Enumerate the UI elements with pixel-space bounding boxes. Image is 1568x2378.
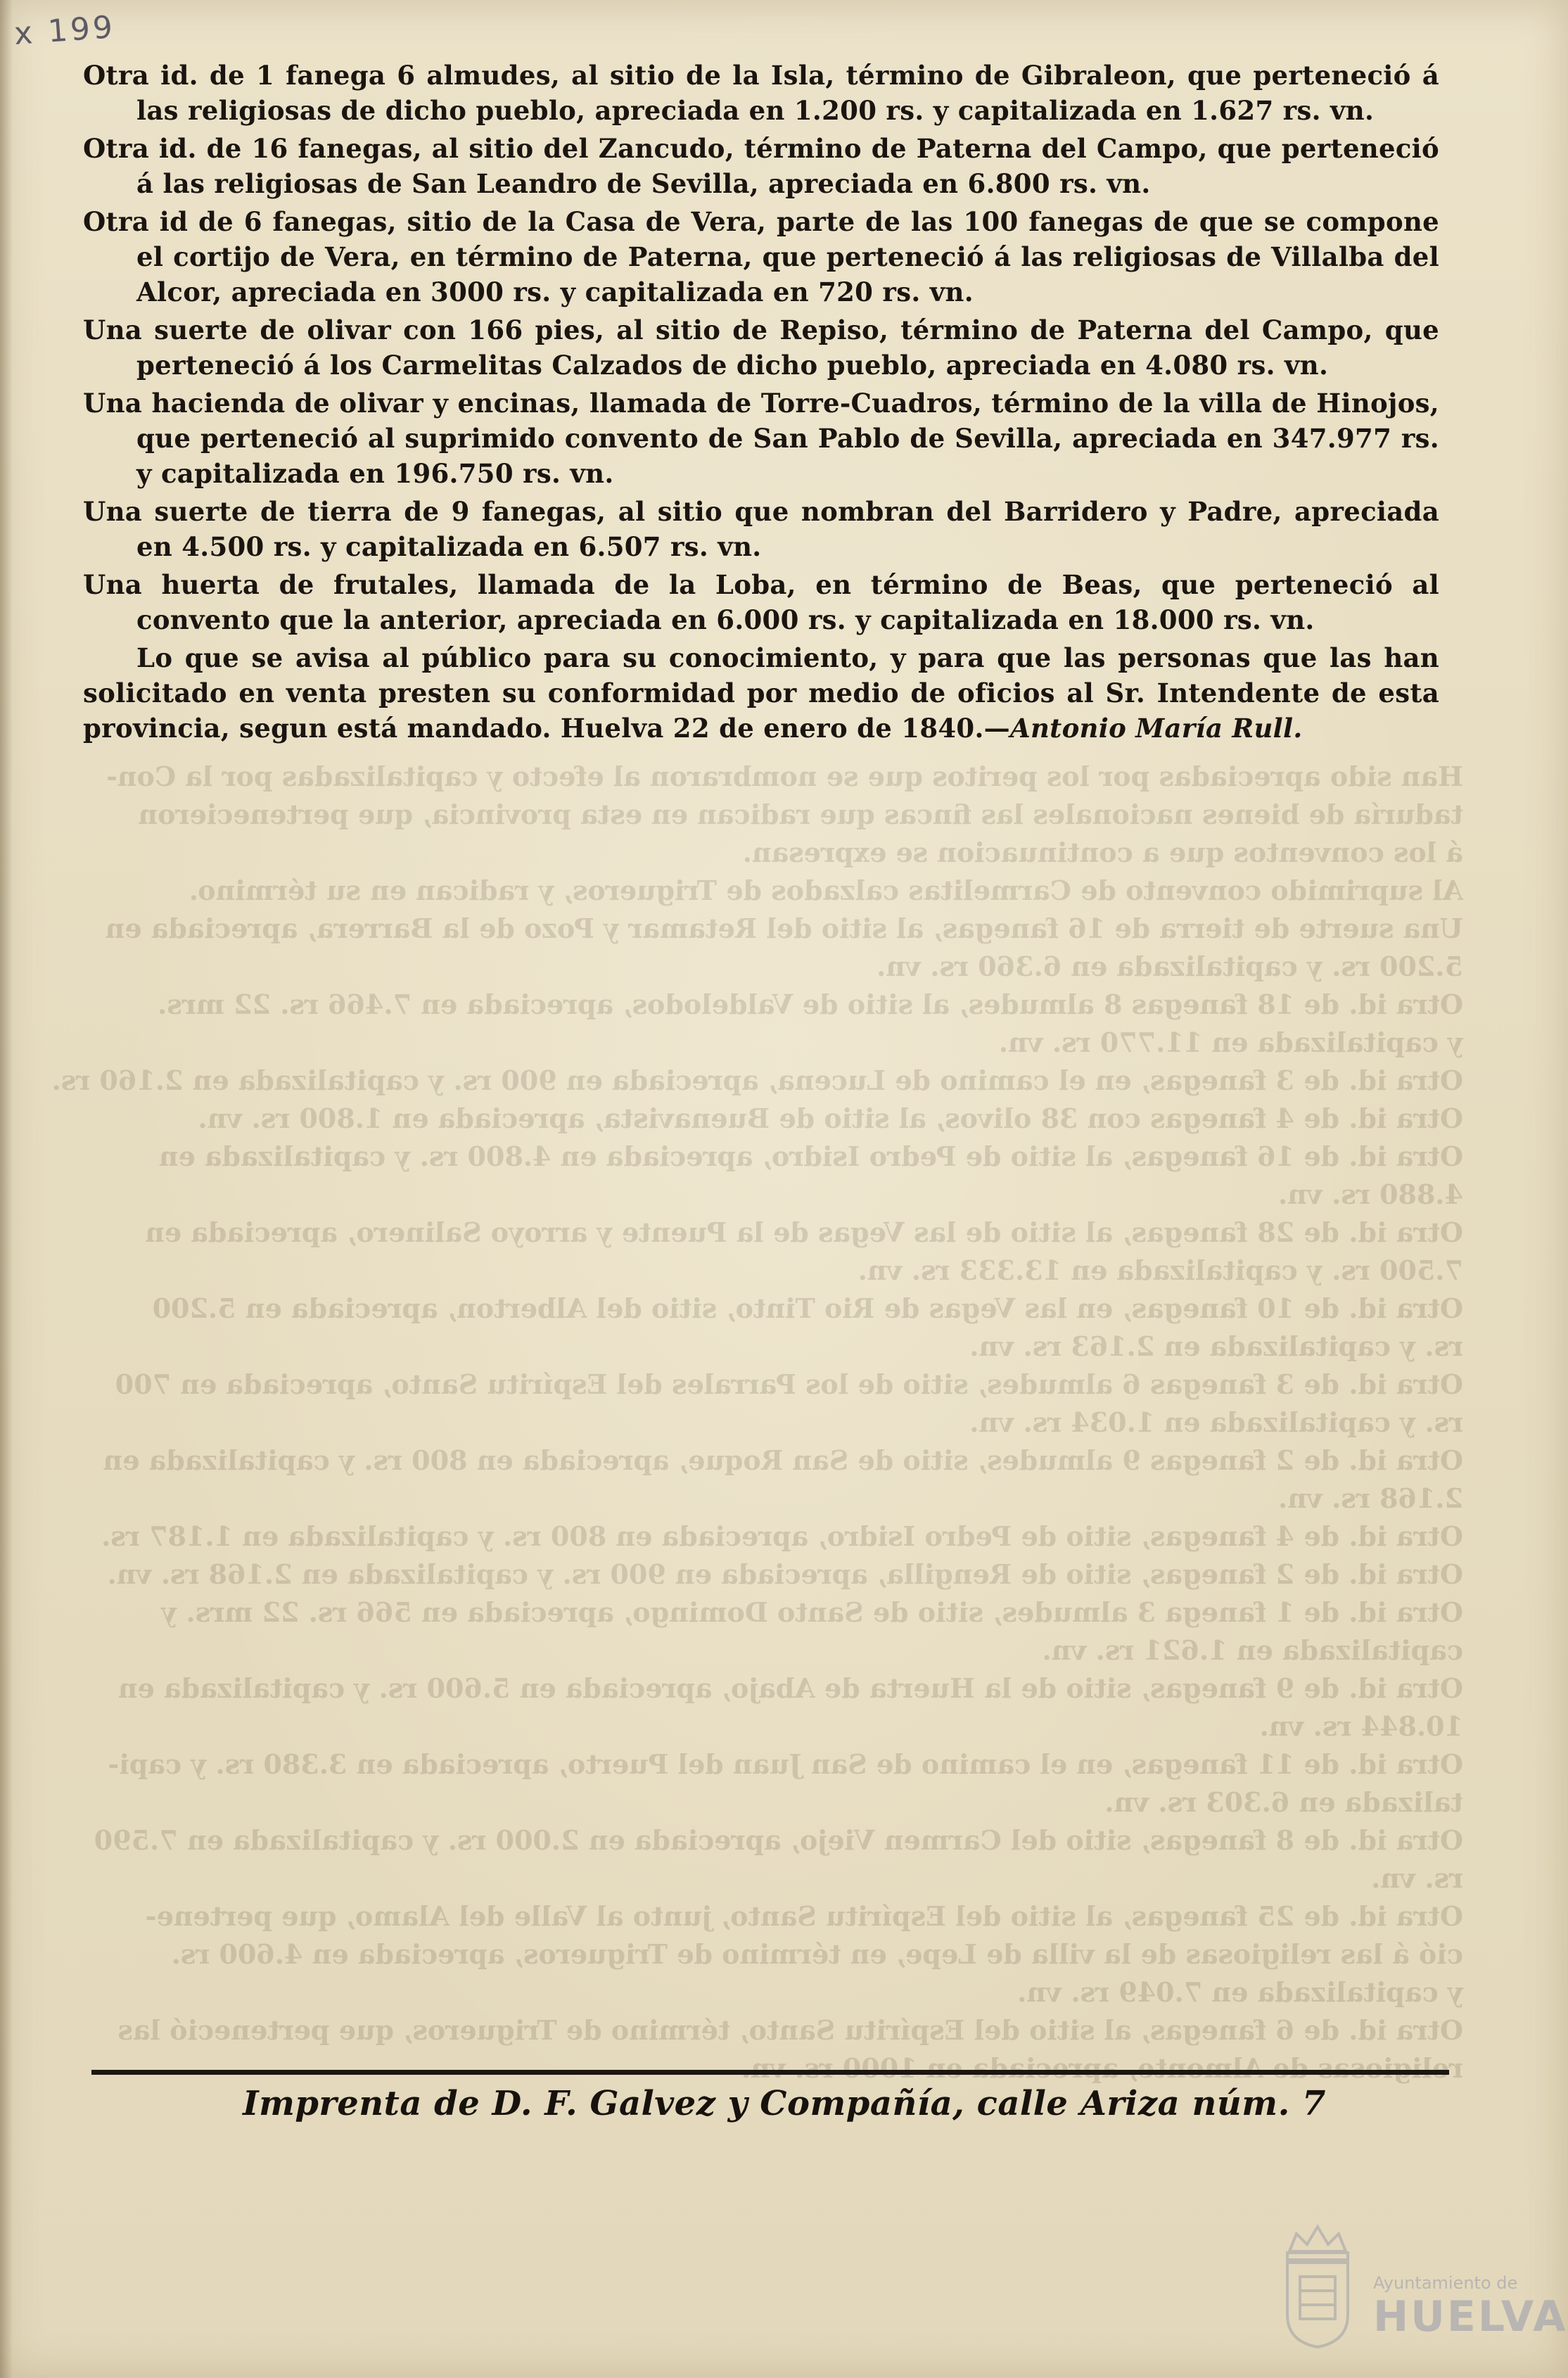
bleed-through-line: 10.844 rs. vn.: [1259, 1710, 1463, 1742]
property-entry: Una hacienda de olivar y encinas, llamada de Torre-Cuadros, término de la villa de Hinojos, que perteneció al suprimido convento de San Pablo de Sevilla, apreciada en 347.977 rs. y capitalizada en 196.750 rs. vn.: [83, 388, 1439, 489]
bleed-through-line: Una suerte de tierra de 16 fanegas, al sitio del Retamar y Pozo de la Barrera, apreciada en: [105, 913, 1463, 944]
bleed-through-line: Otra id. de 3 fanegas 6 almudes, sitio de los Parrales del Espíritu Santo, apreciada en 700: [115, 1368, 1463, 1400]
bleed-through-line: taduría de bienes nacionales las fincas que radican en esta provincia, que pertenecieron: [138, 799, 1463, 830]
bleed-through-line: Otra id. de 2 fanegas, sitio de Rengilla, apreciada en 900 rs. y capitalizada en 2.168 rs. vn.: [107, 1558, 1463, 1590]
property-entry: Una suerte de tierra de 9 fanegas, al sitio que nombran del Barridero y Padre, apreciada en 4.500 rs. y capitalizada en 6.507 rs. vn.: [83, 496, 1439, 562]
bleed-through-line: capitalizada en 1.621 rs. vn.: [1042, 1634, 1463, 1666]
bleed-through-line: Otra id. de 2 fanegas 9 almudes, sitio de San Roque, apreciada en 800 rs. y capitalizada en: [103, 1444, 1463, 1476]
bleed-through-line: rs. y capitalizada en 1.034 rs. vn.: [969, 1406, 1463, 1438]
bleed-through-line: Otra id. de 4 fanegas con 38 olivos, al sitio de Buenavista, apreciada en 1.800 rs. vn.: [198, 1102, 1463, 1134]
bleed-through-line: Otra id. de 18 fanegas 8 almudes, al sitio de Valdelodos, apreciada en 7.466 rs. 22 mrs.: [158, 988, 1463, 1020]
closing-paragraph: [83, 640, 1439, 746]
bleed-through-line: Otra id. de 10 fanegas, en las Vegas de Rio Tinto, sitio del Alberton, apreciada en 5.200: [152, 1292, 1463, 1324]
bleed-through-line: Otra id. de 11 fanegas, en el camino de San Juan del Puerto, apreciada en 3.380 rs. y capi-: [108, 1748, 1463, 1780]
footer-divider: [91, 2070, 1449, 2075]
bleed-through-line: ció á las religiosas de la villa de Lepe, en término de Trigueros, apreciada en 4.600 rs.: [171, 1938, 1463, 1970]
closing-text: Lo que se avisa al público para su conocimiento, y para que las personas que las han solicitado en venta presten su conformidad por medio de oficios al Sr. Intendente de esta provincia, segun está mandado. Huelva 22 de enero de 1840.—: [83, 642, 1439, 744]
bleed-through-line: 2.168 rs. vn.: [1277, 1482, 1463, 1514]
bleed-through-line: Otra id. de 8 fanegas, sitio del Carmen Viejo, apreciada en 2.000 rs. y capitalizada en 7.590: [94, 1824, 1463, 1856]
bleed-through-line: y capitalizada en 11.770 rs. vn.: [998, 1026, 1463, 1058]
property-entry: Otra id. de 16 fanegas, al sitio del Zancudo, término de Paterna del Campo, que perteneció á las religiosas de San Leandro de Sevilla, apreciada en 6.800 rs. vn.: [83, 133, 1439, 199]
bleed-through-line: Otra id. de 9 fanegas, sitio de la Huerta de Abajo, apreciada en 5.600 rs. y capitalizada en: [117, 1672, 1463, 1704]
bleed-through-line: y capitalizada en 7.049 rs. vn.: [1017, 1976, 1463, 2008]
property-entry: Otra id de 6 fanegas, sitio de la Casa de Vera, parte de las 100 fanegas de que se compone el cortijo de Vera, en término de Paterna, que perteneció á las religiosas de Villalba del Alcor, apreciada en 3000 rs. y capitalizada en 720 rs. vn.: [83, 206, 1439, 307]
municipal-crest-icon: [1279, 2216, 1356, 2350]
handwritten-margin-note: x 199: [13, 9, 117, 52]
property-entry: Otra id. de 1 fanega 6 almudes, al sitio de la Isla, término de Gibraleon, que perteneció á las religiosas de dicho pueblo, apreciada en 1.200 rs. y capitalizada en 1.627 rs. vn.: [83, 60, 1439, 126]
bleed-through-line: á los conventos que a continuacion se expresan.: [742, 837, 1463, 868]
bleed-through-line: Otra id. de 3 fanegas, en el camino de Lucena, apreciada en 900 rs. y capitalizada en 2.160 rs.: [51, 1064, 1463, 1096]
bleed-through-line: 7.500 rs. y capitalizada en 13.333 rs. vn.: [858, 1254, 1463, 1286]
signature: Antonio María Rull.: [1009, 713, 1303, 744]
property-entry: Una suerte de olivar con 166 pies, al sitio de Repiso, término de Paterna del Campo, que perteneció á los Carmelitas Calzados de dicho pueblo, apreciada en 4.080 rs. vn.: [83, 314, 1439, 381]
bleed-through-line: Al suprimido convento de Carmelitas calzados de Trigueros, y radican en su término.: [189, 875, 1463, 906]
bleed-through-line: Otra id. de 16 fanegas, al sitio de Pedro Isidro, apreciada en 4.800 rs. y capitalizada en: [158, 1140, 1463, 1172]
bleed-through-line: 4.880 rs. vn.: [1277, 1178, 1463, 1210]
bleed-through-line: Han sido apreciadas por los peritos que se nombraron al efecto y capitalizadas por la Con-: [106, 761, 1463, 792]
bleed-through-text: [51, 760, 1463, 2084]
bleed-through-line: Otra id. de 28 fanegas, al sitio de las Vegas de la Puente y arroyo Salinero, apreciada en: [145, 1216, 1463, 1248]
archive-watermark: [1373, 2272, 1568, 2340]
bleed-through-line: religiosas de Almonte, apreciada en 1000 rs. vn.: [741, 2052, 1463, 2084]
printer-imprint: Imprenta de D. F. Galvez y Compañía, calle Ariza núm. 7: [243, 2084, 1326, 2123]
bleed-through-line: rs. vn.: [1371, 1862, 1463, 1894]
property-entry: Una huerta de frutales, llamada de la Loba, en término de Beas, que perteneció al convento que la anterior, apreciada en 6.000 rs. y capitalizada en 18.000 rs. vn.: [83, 569, 1439, 635]
bleed-through-line: Otra id. de 4 fanegas, sitio de Pedro Isidro, apreciada en 800 rs. y capitalizada en 1.187 rs.: [101, 1520, 1463, 1552]
property-notice: [83, 58, 1439, 749]
watermark-big-text: HUELVA: [1373, 2292, 1568, 2341]
bleed-through-line: talizada en 6.303 rs. vn.: [1104, 1786, 1463, 1818]
bleed-through-line: Otra id. de 6 fanegas, al sitio del Espíritu Santo, término de Trigueros, que perteneció las: [117, 2014, 1463, 2046]
bleed-through-line: Otra id. de 25 fanegas, al sitio del Espíritu Santo, junto al Valle del Alamo, que pertene-: [145, 1900, 1463, 1932]
bleed-through-line: Otra id. de 1 fanega 3 almudes, sitio de Santo Domingo, apreciada en 566 rs. 22 mrs. y: [161, 1596, 1463, 1628]
bleed-through-line: 5.200 rs. y capitalizada en 6.360 rs. vn.: [877, 950, 1463, 982]
watermark-small-text: Ayuntamiento de: [1373, 2273, 1518, 2293]
bleed-through-line: rs. y capitalizada en 2.163 rs. vn.: [969, 1330, 1463, 1362]
